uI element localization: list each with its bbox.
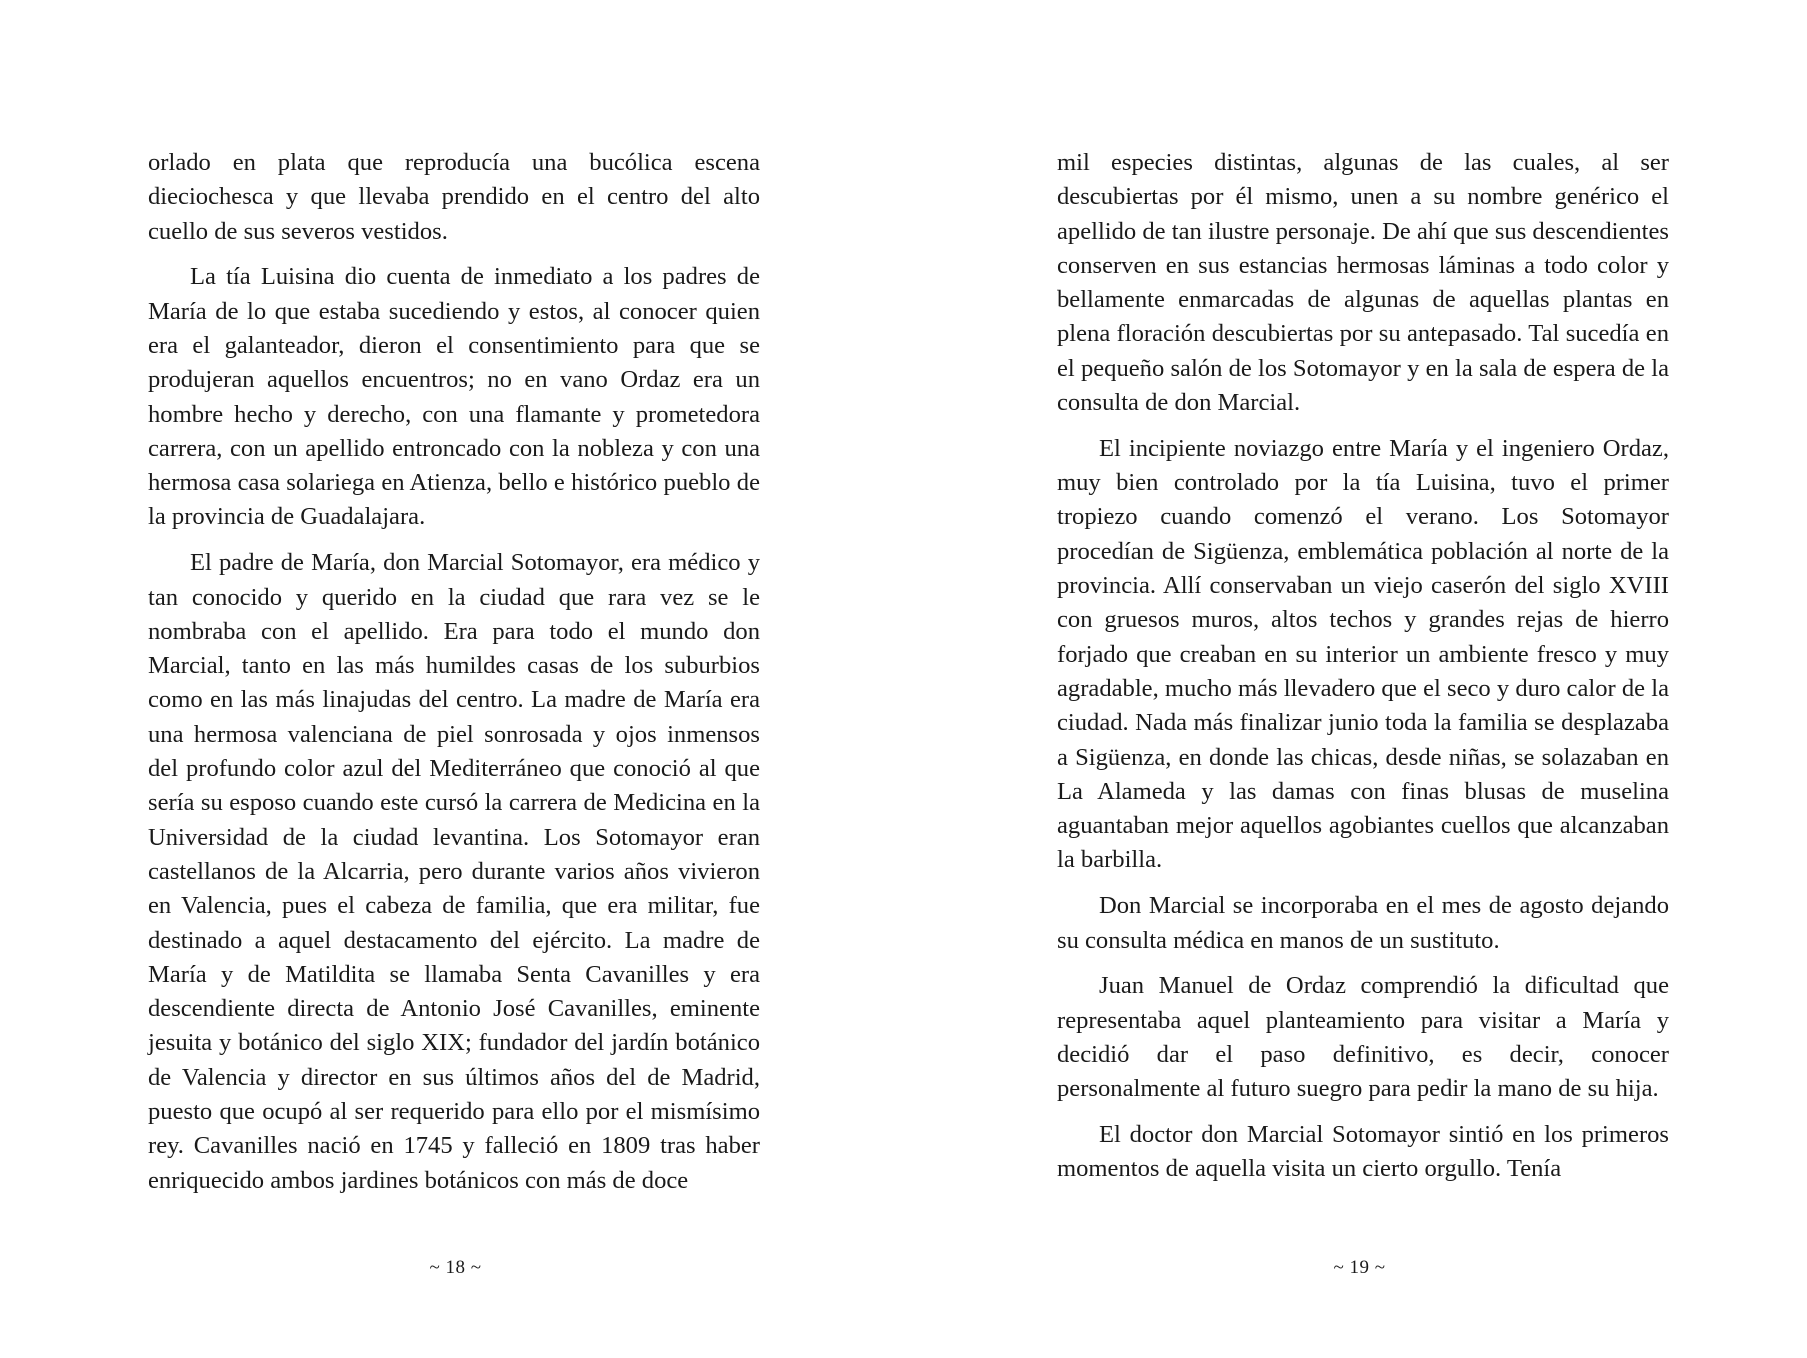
paragraph: mil especies distintas, algunas de las cuales, al ser descubiertas por él mismo, unen a su nombre genérico el apellido de tan ilustre personaje. De ahí que sus descendientes conserven en sus estancias hermosas láminas a todo color y bellamente enmarcadas de algunas de aquellas plantas en plena floración descubiertas por su antepasado. Tal sucedía en el pequeño salón de los Sotomayor y en la sala de espera de la consulta de don Marcial. (1057, 149, 1669, 417)
right-page (903, 0, 1806, 1358)
paragraph: El padre de María, don Marcial Sotomayor, era médico y tan conocido y querido en la ciudad que rara vez se le nombraba con el apellido. Era para todo el mundo don Marcial, tanto en las más humildes casas de los suburbios como en las más linajudas del centro. La madre de María era una hermosa valenciana de piel sonrosada y ojos inmensos del profundo color azul del Mediterráneo que conoció al que sería su esposo cuando este cursó la carrera de Medicina en la Universidad de la ciudad levantina. Los Sotomayor eran castellanos de la Alcarria, pero durante varios años vivieron en Valencia, pues el cabeza de familia, que era militar, fue destinado a aquel destacamento del ejército. La madre de María y de Matildita se llamaba Senta Cavanilles y era descendiente directa de Antonio José Cavanilles, eminente jesuita y botánico del siglo XIX; fundador del jardín botánico de Valencia y director en sus últimos años del de Madrid, puesto que ocupó al ser requerido para ello por el mismísimo rey. Cavanilles nació en 1745 y falleció en 1809 tras haber enriquecido ambos jardines botánicos con más de doce (148, 549, 760, 1194)
left-page-text (148, 146, 760, 1198)
left-page (0, 0, 903, 1358)
paragraph: Don Marcial se incorporaba en el mes de agosto dejando su consulta médica en manos de un sustituto. (1057, 892, 1669, 954)
paragraph: Juan Manuel de Ordaz comprendió la dificultad que representaba aquel planteamiento para visitar a María y decidió dar el paso definitivo, es decir, conocer personalmente al futuro suegro para pedir la mano de su hija. (1057, 972, 1669, 1103)
paragraph: La tía Luisina dio cuenta de inmediato a los padres de María de lo que estaba sucediendo y estos, al conocer quien era el galanteador, dieron el consentimiento para que se produjeran aquellos encuentros; no en vano Ordaz era un hombre hecho y derecho, con una flamante y prometedora carrera, con un apellido entroncado con la nobleza y con una hermosa casa solariega en Atienza, bello e histórico pueblo de la provincia de Guadalajara. (148, 263, 760, 531)
paragraph: El doctor don Marcial Sotomayor sintió en los primeros momentos de aquella visita un cierto orgullo. Tenía (1057, 1121, 1669, 1183)
page-number: ~ 18 ~ (429, 1257, 482, 1278)
paragraph: El incipiente noviazgo entre María y el ingeniero Ordaz, muy bien controlado por la tía Luisina, tuvo el primer tropiezo cuando comenzó el verano. Los Sotomayor procedían de Sigüenza, emblemática población al norte de la provincia. Allí conservaban un viejo caserón del siglo XVIII con gruesos muros, altos techos y grandes rejas de hierro forjado que creaban en su interior un ambiente fresco y muy agradable, mucho más llevadero que el seco y duro calor de la ciudad. Nada más finalizar junio toda la familia se desplazaba a Sigüenza, en donde las chicas, desde niñas, se solazaban en La Alameda y las damas con finas blusas de muselina aguantaban mejor aquellos agobiantes cuellos que alcanzaban la barbilla. (1057, 434, 1669, 874)
page-number: ~ 19 ~ (1333, 1257, 1386, 1278)
right-page-text (1057, 146, 1669, 1187)
paragraph: orlado en plata que reproducía una bucólica escena dieciochesca y que llevaba prendido en el centro del alto cuello de sus severos vestidos. (148, 149, 760, 245)
